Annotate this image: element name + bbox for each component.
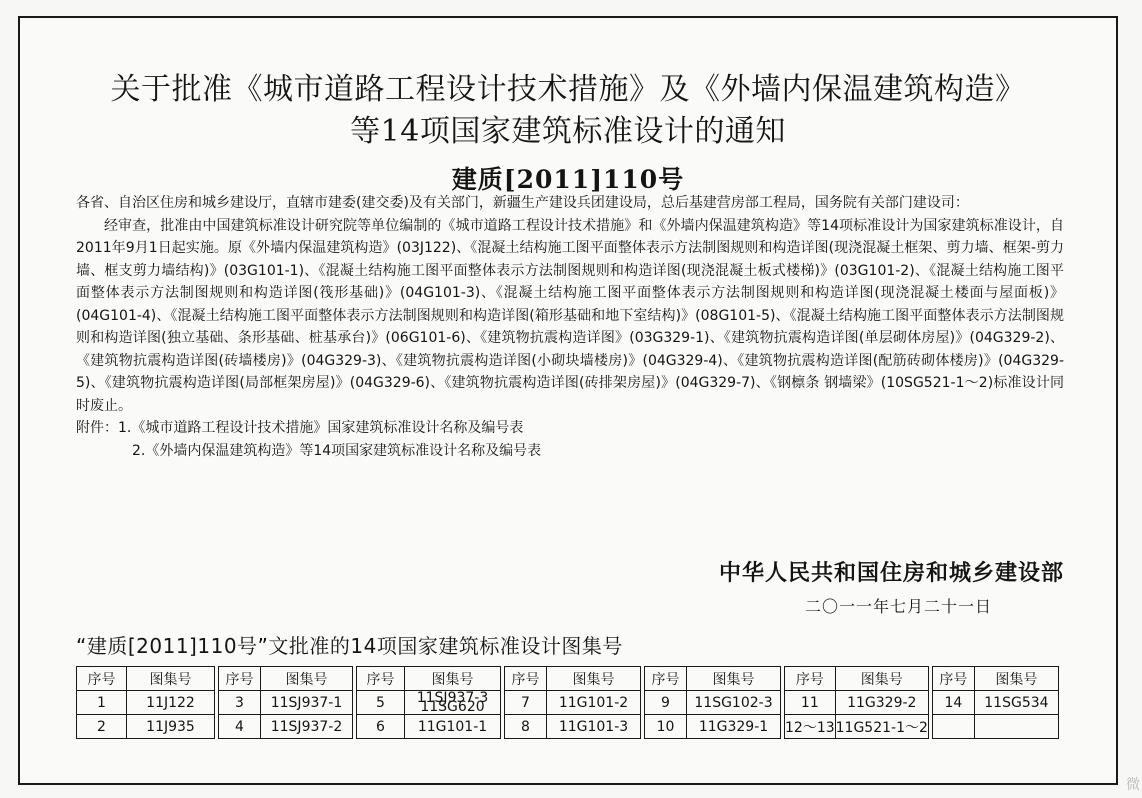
atlas-number-table: [76, 666, 1059, 739]
atlas-table-wrap: [76, 666, 1059, 739]
cell-atlas: 11J122: [127, 691, 215, 715]
header-seq: 序号: [219, 667, 261, 691]
header-atlas: 图集号: [261, 667, 353, 691]
cell-seq: 2: [77, 715, 127, 739]
header-atlas: 图集号: [127, 667, 215, 691]
cell-atlas: 11SJ937-1: [261, 691, 353, 715]
header-seq: 序号: [785, 667, 836, 691]
notice-body: [76, 192, 1064, 462]
cell-atlas: 11G101-2: [547, 691, 641, 715]
cell-seq: 3: [219, 691, 261, 715]
table-row: [77, 715, 1059, 739]
cell-atlas: 11G101-3: [547, 715, 641, 739]
cell-atlas: 11G521-1～2: [835, 715, 928, 739]
cell-seq: 5: [357, 691, 405, 715]
cell-seq: 9: [645, 691, 687, 715]
table-header-row: [77, 667, 1059, 691]
document-number: 建质[2011]110号: [451, 165, 685, 194]
table-title: “建质[2011]110号”文批准的14项国家建筑标准设计图集号: [76, 634, 623, 658]
table-row: [77, 691, 1059, 715]
cell-seq: [932, 715, 974, 739]
cell-seq: 12～13: [785, 715, 836, 739]
header-seq: 序号: [357, 667, 405, 691]
cell-seq: 4: [219, 715, 261, 739]
cell-seq: 11: [785, 691, 836, 715]
addressee-paragraph: 各省、自治区住房和城乡建设厅，直辖市建委(建交委)及有关部门，新疆生产建设兵团建设局，总后基建营房部工程局，国务院有关部门建设司：: [76, 195, 969, 211]
notice-title-line2: 等14项国家建筑标准设计的通知: [350, 114, 786, 149]
cell-seq: 10: [645, 715, 687, 739]
attachment-2: 2.《外墙内保温建筑构造》等14项国家建筑标准设计名称及编号表: [132, 442, 542, 459]
cell-atlas: 11J935: [127, 715, 215, 739]
header-atlas: 图集号: [547, 667, 641, 691]
cell-atlas: 11SJ937-3 11SG620: [405, 691, 501, 715]
cell-atlas: 11SG534: [974, 691, 1058, 715]
header-atlas: 图集号: [405, 667, 501, 691]
cell-seq: 8: [505, 715, 547, 739]
issuer-name: 中华人民共和国住房和城乡建设部: [718, 561, 1064, 586]
cell-atlas: 11SJ937-2: [261, 715, 353, 739]
header-seq: 序号: [77, 667, 127, 691]
cell-atlas: 11SG102-3: [687, 691, 781, 715]
header-atlas: 图集号: [974, 667, 1058, 691]
cell-seq: 1: [77, 691, 127, 715]
attachment-1: 附件：1.《城市道路工程设计技术措施》国家建筑标准设计名称及编号表: [76, 420, 524, 436]
cell-seq: 6: [357, 715, 405, 739]
main-paragraph: 经审查，批准由中国建筑标准设计研究院等单位编制的《城市道路工程设计技术措施》和《外墙内保温建筑构造》等14项标准设计为国家建筑标准设计，自2011年9月1日起实施。原《外墙内保温建筑构造》(03J122)、《混凝土结构施工图平面整体表示方法制图规则和构造详图(现浇混凝土框架、剪力墙、框架-剪力墙、框支剪力墙结构)》(03G101-1)、《混凝土结构施工图平面整体表示方法制图规则和构造详图(现浇混凝土板式楼梯)》(03G101-2)、《混凝土结构施工图平面整体表示方法制图规则和构造详图(筏形基础)》(04G101-3)、《混凝土结构施工图平面整体表示方法制图规则和构造详图(现浇混凝土楼面与屋面板)》(04G101-4)、《混凝土结构施工图平面整体表示方法制图规则和构造详图(箱形基础和地下室结构)》(08G101-5)、《混凝土结构施工图平面整体表示方法制图规则和构造详图(独立基础、条形基础、桩基承台)》(06G101-6)、《建筑物抗震构造详图》(03G329-1)、《建筑物抗震构造详图(单层砌体房屋)》(04G329-2)、《建筑物抗震构造详图(砖墙楼房)》(04G329-3)、《建筑物抗震构造详图(小砌块墙楼房)》(04G329-4)、《建筑物抗震构造详图(配筋砖砌体楼房)》(04G329-5)、《建筑物抗震构造详图(局部框架房屋)》(04G329-6)、《建筑物抗震构造详图(砖排架房屋)》(04G329-7)、《钢檩条 钢墙梁》(10SG521-1～2)标准设计同时废止。: [76, 217, 1064, 414]
header-atlas: 图集号: [835, 667, 928, 691]
header-atlas: 图集号: [687, 667, 781, 691]
header-seq: 序号: [932, 667, 974, 691]
header-seq: 序号: [505, 667, 547, 691]
header-seq: 序号: [645, 667, 687, 691]
watermark: 微: [1126, 777, 1140, 793]
cell-seq: 14: [932, 691, 974, 715]
cell-atlas: 11G329-2: [835, 691, 928, 715]
cell-seq: 7: [505, 691, 547, 715]
issue-date: 二〇一一年七月二十一日: [804, 597, 992, 616]
cell-atlas: 11G329-1: [687, 715, 781, 739]
cell-atlas: [974, 715, 1058, 739]
notice-title-line1: 关于批准《城市道路工程设计技术措施》及《外墙内保温建筑构造》: [110, 72, 1026, 107]
cell-atlas: 11G101-1: [405, 715, 501, 739]
